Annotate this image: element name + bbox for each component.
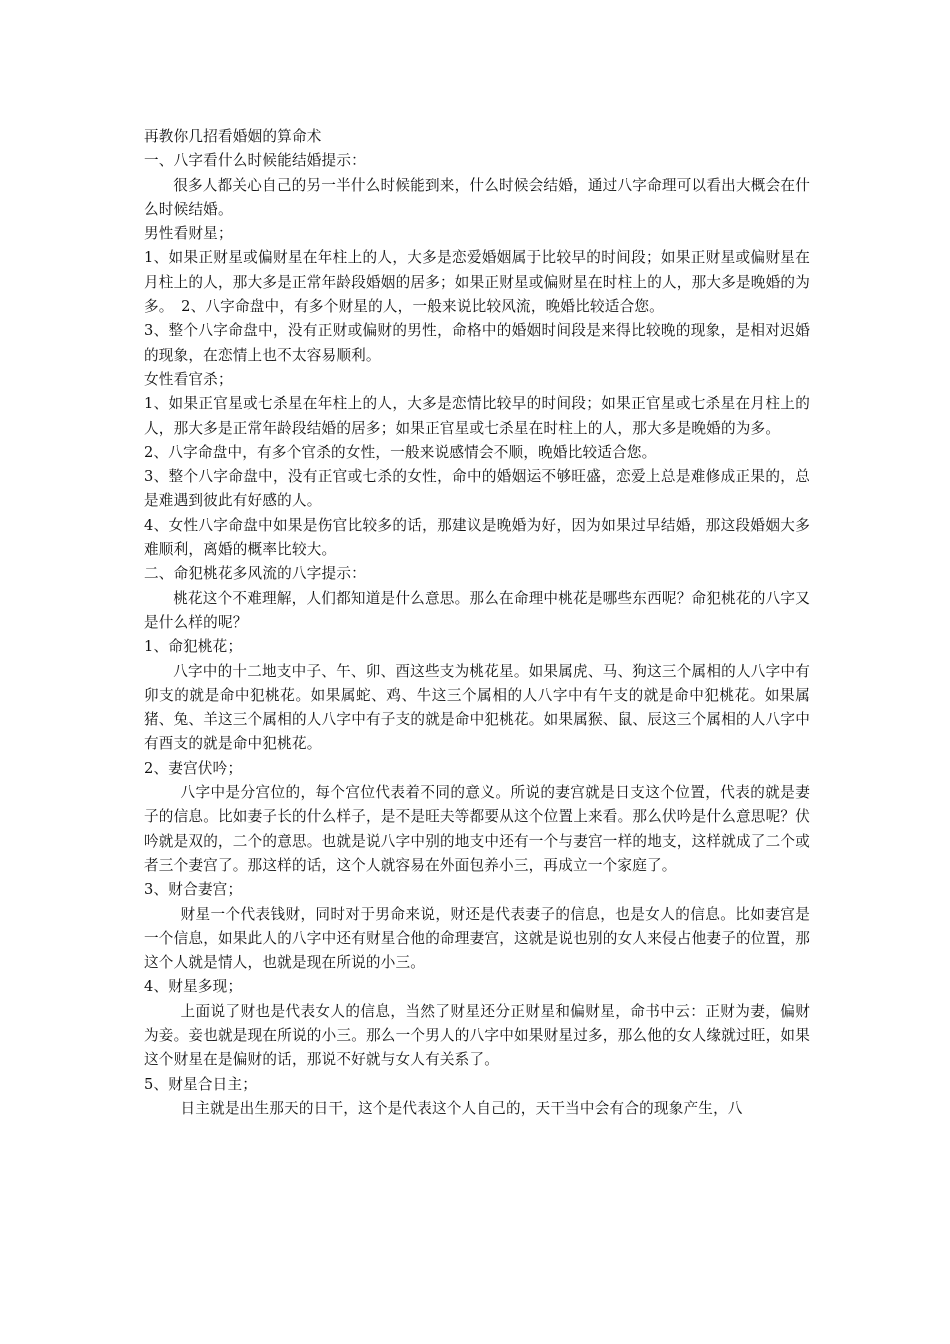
paragraph: 1、如果正财星或偏财星在年柱上的人，大多是恋爱婚姻属于比较早的时间段；如果正财星或偏财星在月柱上的人，那大多是正常年龄段婚姻的居多；如果正财星或偏财星在时柱上的人，那大多是晚婚的为多。 2、八字命盘中，有多个财星的人，一般来说比较风流，晚婚比较适合您。	[144, 249, 810, 316]
paragraph: 很多人都关心自己的另一半什么时候能到来，什么时候会结婚，通过八字命理可以看出大概会在什么时候结婚。	[144, 176, 810, 218]
paragraph: 5、财星合日主；	[144, 1075, 258, 1093]
paragraph: 3、整个八字命盘中，没有正官或七杀的女性，命中的婚姻运不够旺盛，恋爱上总是难修成正果的，总是难遇到彼此有好感的人。	[144, 468, 810, 510]
paragraph: 3、财合妻宫；	[144, 881, 243, 899]
paragraph: 2、八字命盘中，有多个官杀的女性，一般来说感情会不顺，晚婚比较适合您。	[144, 443, 657, 461]
paragraph: 桃花这个不难理解，人们都知道是什么意思。那么在命理中桃花是哪些东西呢？命犯桃花的八字又是什么样的呢？	[144, 589, 810, 631]
paragraph: 一、八字看什么时候能结婚提示：	[144, 152, 366, 170]
paragraph: 八字中是分宫位的，每个宫位代表着不同的意义。所说的妻宫就是日支这个位置，代表的就是妻子的信息。比如妻子长的什么样子，是不是旺夫等都要从这个位置上来看。那么伏吟是什么意思呢？伏吟就是双的，二个的意思。也就是说八字中别的地支中还有一个与妻宫一样的地支，这样就成了二个或者三个妻宫了。那这样的话，这个人就容易在外面包养小三，再成立一个家庭了。	[144, 784, 810, 874]
paragraph: 1、命犯桃花；	[144, 638, 243, 656]
document-body	[144, 149, 810, 1121]
paragraph: 八字中的十二地支中子、午、卯、酉这些支为桃花星。如果属虎、马、狗这三个属相的人八字中有卯支的就是命中犯桃花。如果属蛇、鸡、牛这三个属相的人八字中有午支的就是命中犯桃花。如果属猪、兔、羊这三个属相的人八字中有子支的就是命中犯桃花。如果属猴、鼠、辰这三个属相的人八字中有酉支的就是命中犯桃花。	[144, 662, 810, 753]
paragraph: 4、女性八字命盘中如果是伤官比较多的话，那建议是晚婚为好，因为如果过早结婚，那这段婚姻大多难顺利，离婚的概率比较大。	[144, 516, 810, 559]
paragraph: 二、命犯桃花多风流的八字提示：	[144, 565, 366, 583]
paragraph: 财星一个代表钱财，同时对于男命来说，财还是代表妻子的信息，也是女人的信息。比如妻宫是一个信息，如果此人的八字中还有财星合他的命理妻宫，这就是说也别的女人来侵占他妻子的位置，那这个人就是情人，也就是现在所说的小三。	[144, 905, 810, 972]
paragraph: 3、整个八字命盘中，没有正财或偏财的男性，命格中的婚姻时间段是来得比较晚的现象，是相对迟婚的现象，在恋情上也不太容易顺利。	[144, 322, 810, 364]
paragraph: 女性看官杀；	[144, 370, 233, 388]
document-title: 再教你几招看婚姻的算命术	[144, 128, 322, 145]
paragraph: 4、财星多现；	[144, 978, 243, 996]
paragraph: 2、妻宫伏吟；	[144, 759, 243, 777]
paragraph: 日主就是出生那天的日干，这个是代表这个人自己的，天干当中会有合的现象产生，八	[180, 1099, 743, 1117]
document-page	[144, 125, 810, 1121]
paragraph: 1、如果正官星或七杀星在年柱上的人，大多是恋情比较早的时间段；如果正官星或七杀星在月柱上的人，那大多是正常年龄段结婚的居多；如果正官星或七杀星在时柱上的人，那大多是晚婚的为多。	[144, 395, 810, 437]
paragraph: 上面说了财也是代表女人的信息，当然了财星还分正财星和偏财星，命书中云：正财为妻，偏财为妾。妾也就是现在所说的小三。那么一个男人的八字中如果财星过多，那么他的女人缘就过旺，如果这个财星在是偏财的话，那说不好就与女人有关系了。	[144, 1002, 810, 1069]
paragraph: 男性看财星；	[144, 225, 233, 243]
